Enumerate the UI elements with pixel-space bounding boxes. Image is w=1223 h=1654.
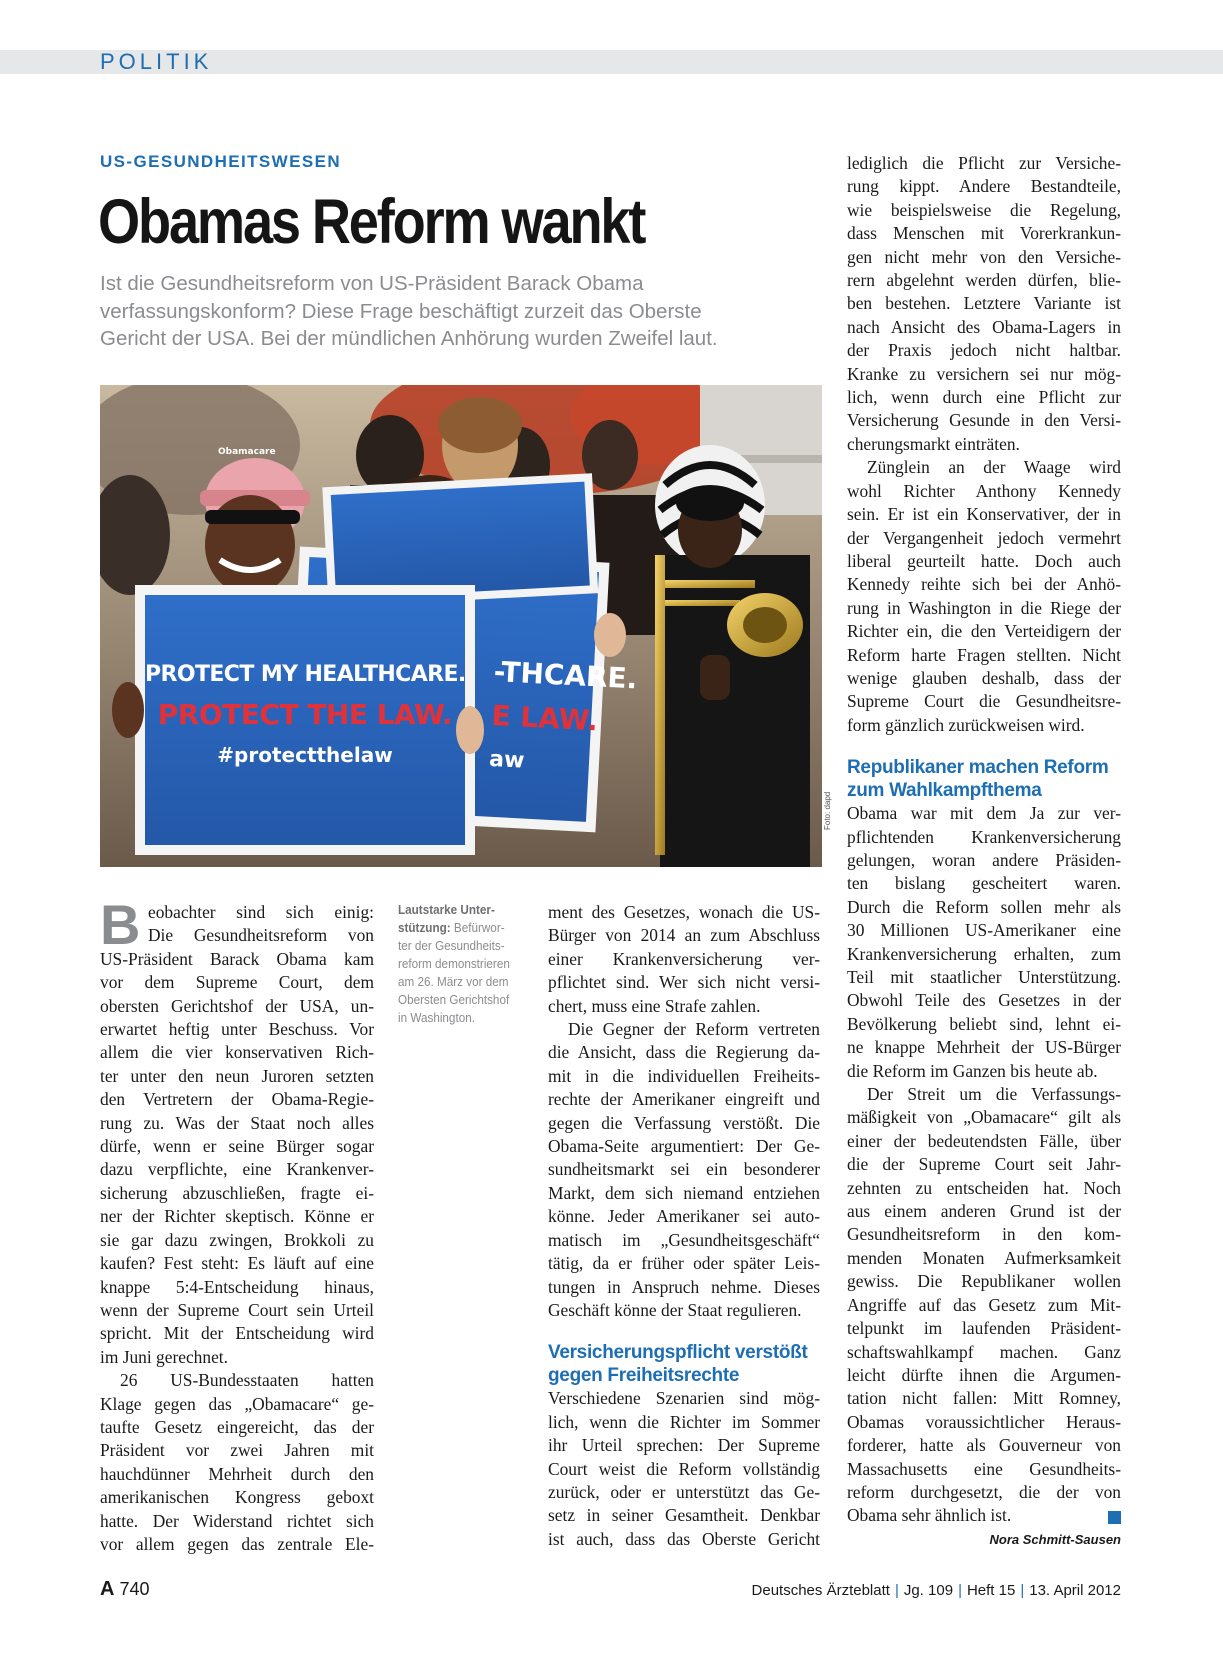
text-line: Court weist die Reform vollständig [548,1458,820,1479]
photo-overlay [100,385,822,867]
text-line: Obama sehr ähnlich ist. [847,1505,1012,1526]
article-kicker: US-GESUNDHEITSWESEN [100,152,342,171]
caption-line: ter der Gesundheits- [398,938,505,953]
text-line: taufte Gesetz eingereicht, das der [100,1416,374,1437]
text-line: die der Supreme Court seit Jahr- [847,1154,1121,1175]
text-line: Zünglein an der Waage wird [867,457,1121,478]
text-line: amerikanischen Kongress geboxt [100,1487,374,1508]
text-line: Kranke zu versichern sei nur mög- [847,363,1121,384]
text-line: gelungen, woran andere Präsiden- [847,849,1121,870]
text-line: hatte. Der Widerstand richtet sich [100,1510,374,1531]
text-line: Geschäft könne der Staat regulieren. [548,1299,802,1320]
text-line: tation nicht fallen: Mitt Romney, [847,1388,1121,1409]
text-line: Obwohl Teile des Gesetzes in der [847,990,1121,1011]
text-line: der Praxis jedoch nicht haltbar. [847,340,1121,361]
text-line: ben bestehen. Letztere Variante ist [847,293,1121,314]
section-label: POLITIK [100,49,213,74]
text-line: setz in seiner Gesamtheit. Denkbar [548,1505,820,1526]
text-line: wohl Richter Anthony Kennedy [847,480,1121,501]
text-line: aus einem anderen Grund ist der [847,1201,1121,1222]
text-line: rechte der Amerikaner eingreift und [548,1089,820,1110]
text-line: 26 US-Bundesstaaten hatten [120,1370,374,1391]
caption-line: Befürwor- [453,920,505,935]
journal-issue: Heft 15 [966,1582,1016,1599]
text-line: sundheitsmarkt sei ein besonderer [548,1159,820,1180]
text-line: Obamas voraussichtlicher Heraus- [847,1411,1121,1432]
page-number-value: 740 [119,1579,150,1599]
text-line: ter unter den neun Juroren setzten [100,1065,374,1086]
text-line: kaufen? Fest steht: Es läuft auf eine [100,1253,374,1274]
text-line: ner der Richter skeptisch. Könne er [100,1206,374,1227]
text-line: sicherung abzuschließen, fragte ei- [100,1182,374,1203]
text-line: reform durchgesetzt, die der von [847,1481,1121,1502]
text-line: ist auch, dass das Oberste Gericht [548,1528,820,1549]
text-line: rern abgelehnt werden dürfen, blie- [847,270,1121,291]
text-line: pflichtet sind. Wer sich nicht versi- [548,972,820,993]
sign-front-line-3: #protectthelaw [217,743,393,767]
lead-line: Ist die Gesundheitsreform von US-Präsident Barack Obama [100,272,644,295]
text-line: zurück, oder er unterstützt das Ge- [548,1481,820,1502]
text-line: dass Menschen mit Vorerkrankun- [847,223,1121,244]
text-line: erwartet heftig unter Beschuss. Vor [100,1019,374,1040]
text-line: Kennedy reihte sich bei der Anhö- [847,574,1121,595]
subheading: Versicherungspflicht verstößt [548,1342,808,1364]
text-line: Präsident vor zwei Jahren mit [100,1440,374,1461]
journal-date: 13. April 2012 [1029,1582,1121,1599]
text-line: forderer, hatte als Gouverneur von [847,1435,1121,1456]
text-line: allem die vier konservativen Rich- [100,1042,374,1063]
subheading: gegen Freiheitsrechte [548,1365,740,1387]
sign-back-line-1: -THCARE. [493,654,639,696]
text-line: ihr Urteil sprechen: Der Supreme [548,1435,820,1456]
text-line: die Ansicht, dass die Regierung da- [548,1042,820,1063]
body-column-1 [100,893,374,1556]
text-line: Reform harte Fragen stellten. Nicht [847,644,1121,665]
text-line: US-Präsident Barack Obama kam [100,948,374,969]
text-line: im Juni gerechnet. [100,1346,228,1367]
text-line: der Vergangenheit jedoch vermehrt [847,527,1121,548]
sign-back-line-3: aw [488,746,526,774]
text-line: pflichtenden Krankenversicherung [847,826,1121,847]
cap-logo-text: Obamacare [218,447,276,457]
body-column-3 [847,152,1121,1528]
text-line: hauchdünner Mehrheit durch den [100,1463,374,1484]
text-line: Angriffe auf das Gesetz zum Mit- [847,1294,1121,1315]
text-line: leicht dürfte ihnen die Argumen- [847,1364,1121,1385]
text-line: gen nicht mehr von den Versiche- [847,246,1121,267]
author-name: Nora Schmitt-Sausen [989,1532,1121,1547]
journal-volume: Jg. 109 [903,1582,954,1599]
text-line: ne knappe Mehrheit der US-Bürger [847,1037,1121,1058]
article-lead [100,270,820,353]
caption-line: Obersten Gerichtshof [398,992,510,1007]
sign-front-text [145,655,465,775]
journal-name: Deutsches Ärzteblatt [751,1582,890,1599]
text-line: wenige glauben deshalb, dass der [847,667,1121,688]
sign-front-line-2: PROTECT THE LAW. [157,698,453,731]
text-line: wenn der Supreme Court sein Urteil [100,1299,374,1320]
text-line: matisch im „Gesundheitsgeschäft“ [548,1229,820,1250]
text-line: tungen in Anspruch nehme. Dieses [548,1276,820,1297]
text-line: liberal geurteilt hatte. Doch auch [847,550,1121,571]
text-line: 30 Millionen US-Amerikaner eine [847,920,1121,941]
text-line: sein. Er ist ein Konservativer, der in [847,504,1121,525]
text-line: gegen die Verfassung verstößt. Die [548,1112,820,1133]
text-line: ment des Gesetzes, wonach die US- [548,902,820,922]
text-line: mit in die individuellen Freiheits- [548,1065,820,1086]
text-line: obersten Gerichtshof der USA, un- [100,995,374,1016]
body-column-2 [548,901,820,1551]
text-line: spricht. Mit der Entscheidung wird [100,1323,374,1344]
text-line: Bevölkerung beliebt sind, lehnt ei- [847,1013,1121,1034]
text-line: zehnten zu entscheiden hat. Noch [847,1177,1121,1198]
text-line: einer Krankenversicherung ver- [548,948,820,969]
text-line: wie beispielsweise die Regelung, [847,199,1121,220]
caption-line: in Washington. [398,1010,475,1025]
text-line: tätig, da er früher oder später Leis- [548,1253,820,1274]
page-number [100,1578,150,1601]
text-line: Verschiedene Szenarien sind mög- [548,1388,820,1409]
text-line: Obama-Seite argumentiert: Der Ge- [548,1136,820,1157]
text-line: vor dem Supreme Court, dem [100,972,374,993]
separator: | [958,1582,962,1599]
text-line: sie gar dazu zwingen, Brokkoli zu [100,1229,374,1250]
caption-line: reform demonstrieren [398,956,510,971]
text-line: menden Monaten Aufmerksamkeit [847,1247,1121,1268]
text-line: nach Ansicht des Obama-Lagers in [847,316,1121,337]
journal-info [752,1582,1121,1599]
text-line: Die Gegner der Reform vertreten [568,1019,820,1040]
text-line: könne. Jeder Amerikaner sei auto- [548,1206,820,1227]
sign-front-line-1: PROTECT MY HEALTHCARE. [145,662,466,687]
text-line: eobachter sind sich einig: [148,902,374,922]
page-prefix: A [100,1578,115,1600]
text-line: knappe 5:4-Entscheidung hinaus, [100,1276,374,1297]
end-mark-icon [1108,1511,1121,1524]
sign-back-line-2: E LAW. [490,698,599,738]
article-photo [100,385,822,867]
article-headline: Obamas Reform wankt [98,187,645,257]
text-line: rung kippt. Andere Bestandteile, [847,176,1121,197]
text-line: telpunkt im laufenden Präsident- [847,1318,1121,1339]
text-line: Klage gegen das „Obamacare“ ge- [100,1393,374,1414]
text-line: dazu verpflichte, eine Krankenver- [100,1159,374,1180]
text-line: einer der bedeutendsten Fälle, über [847,1130,1121,1151]
text-line: mäßigkeit von „Obamacare“ gilt als [847,1107,1121,1128]
text-line: ten bislang gescheitert waren. [847,873,1121,894]
caption-line: am 26. März vor dem [398,974,509,989]
text-line: cherungsmarkt einträten. [847,433,1020,454]
text-line: rung in Washington in die Riege der [847,597,1121,618]
text-line: Teil mit staatlicher Unterstützung. [847,967,1121,987]
text-line: den Vertretern der Obama-Regie- [100,1089,374,1110]
text-line: Massachusetts eine Gesundheits- [847,1458,1121,1479]
lead-line: verfassungskonform? Diese Frage beschäftigt zurzeit das Oberste [100,299,702,323]
photo-credit: Foto: dapd [823,791,832,830]
sign-back-text [488,650,638,789]
text-line: die Reform im Ganzen bis heute ab. [847,1060,1098,1081]
text-line: rung zu. Was der Staat noch alles [100,1112,374,1133]
separator: | [894,1582,899,1599]
text-line: schaftswahlkampf machen. Ganz [847,1341,1121,1362]
text-line: gewiss. Die Republikaner wollen [847,1271,1121,1292]
lead-line: Gericht der USA. Bei der mündlichen Anhörung wurden Zweifel laut. [100,327,718,350]
text-line: lediglich die Pflicht zur Versiche- [847,153,1121,173]
text-line: Obama war mit dem Ja zur ver- [847,803,1121,824]
separator: | [1020,1582,1025,1599]
text-line: Durch die Reform sollen mehr als [847,896,1121,917]
drop-cap: B [100,893,141,956]
text-line: dürfe, wenn er seine Bürger sogar [100,1136,374,1157]
text-line: Krankenversicherung erhalten, zum [847,943,1121,964]
text-line: chert, muss eine Strafe zahlen. [548,995,761,1016]
text-line: Markt, dem sich niemand entziehen [548,1182,820,1203]
text-line: form gänzlich zurückweisen wird. [847,714,1085,735]
caption-bold-2: stützung: [398,920,451,935]
text-line: Gesundheitsreform in den kom- [847,1224,1121,1245]
subheading: zum Wahlkampfthema [847,780,1042,802]
text-line: Versicherung Gesunde in den Versi- [847,410,1121,431]
subheading: Republikaner machen Reform [847,757,1109,779]
text-line: Der Streit um die Verfassungs- [867,1084,1121,1105]
text-line: Die Gesundheitsreform von [148,925,374,946]
text-line: Supreme Court die Gesundheitsre- [847,691,1121,712]
text-line: lich, wenn durch eine Pflicht zur [847,387,1121,408]
caption-bold: Lautstarke Unter- [398,902,495,917]
text-line: lich, wenn die Richter im Sommer [548,1411,820,1432]
text-line: Richter ein, die den Verteidigern der [847,621,1121,642]
photo-caption [398,901,524,1027]
text-line: vor allem gegen das zentrale Ele- [100,1533,374,1554]
text-line: Bürger von 2014 an zum Abschluss [548,925,820,946]
